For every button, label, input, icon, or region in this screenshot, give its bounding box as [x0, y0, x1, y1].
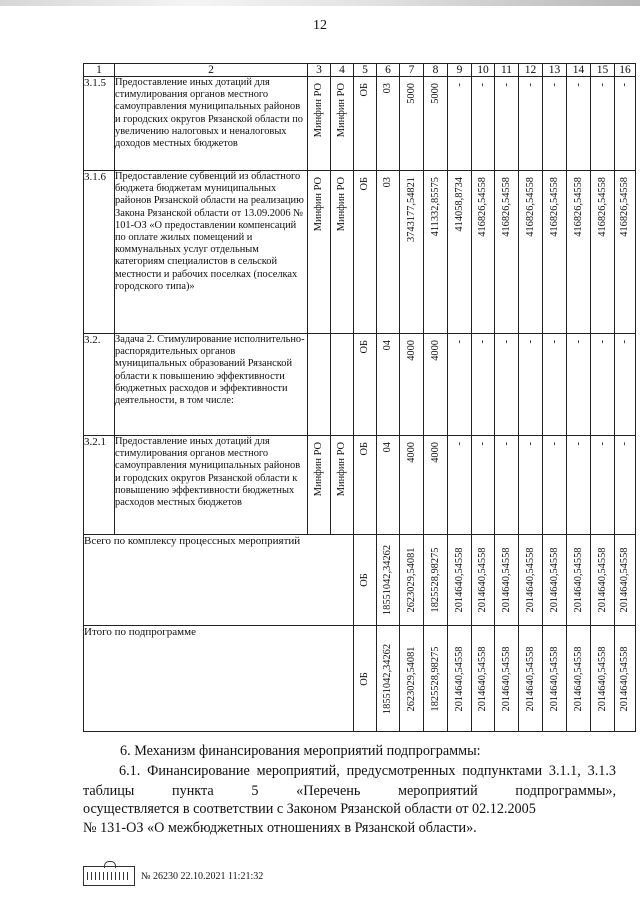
row-description: Предоставление иных дотаций для стимулирования органов местного самоуправления муниципальных районов и городских округов Рязанской области к повышению эффективности бюджетных расходов местных бюджетов — [115, 436, 308, 535]
value-text: 2014640,54558 — [572, 547, 584, 613]
value-cell — [495, 171, 519, 334]
value-cell — [400, 334, 424, 436]
header-cell: 8 — [424, 64, 448, 77]
value-cell — [615, 334, 636, 436]
value-cell — [591, 626, 615, 732]
registry-stamp-icon — [83, 866, 135, 886]
executor-cell — [308, 334, 331, 436]
value-cell — [519, 334, 543, 436]
section-heading: 6. Механизм финансирования мероприятий подпрограммы: — [120, 743, 481, 759]
source-text: ОБ — [359, 442, 370, 456]
source-cell — [354, 171, 377, 334]
value-cell — [591, 334, 615, 436]
value-cell — [424, 171, 448, 334]
value-cell — [472, 334, 495, 436]
value-text: 3743177,54821 — [405, 177, 417, 242]
executor-text: Минфин РО — [313, 177, 324, 232]
code-text: 04 — [382, 442, 393, 453]
value-cell — [567, 77, 591, 171]
total-label: Всего по комплексу процессных мероприятий — [84, 535, 354, 626]
value-text: 1825528,98275 — [429, 646, 441, 711]
document-footer — [83, 866, 263, 886]
paragraph-line: № 131-ОЗ «О межбюджетных отношениях в Рязанской области». — [83, 820, 477, 836]
executor-cell — [331, 77, 354, 171]
code-cell — [377, 171, 400, 334]
code-text: 04 — [382, 340, 393, 351]
value-text: 18551042,34262 — [382, 643, 393, 714]
value-text: 416826,54558 — [477, 177, 488, 237]
value-cell — [519, 77, 543, 171]
value-cell — [567, 626, 591, 732]
value-cell — [543, 77, 567, 171]
value-text: 2014640,54558 — [453, 646, 465, 711]
executor-cell — [308, 436, 331, 535]
row-description: Задача 2. Стимулирование исполнительно-распорядительных органов муниципальных образований Рязанской области к повышению эффективности бюджетных расходов и эффективности деятельности, в том числе: — [115, 334, 308, 436]
value-text: - — [596, 83, 608, 87]
executor-text: Минфин РО — [336, 442, 347, 497]
row-number: 3.1.5 — [84, 77, 115, 171]
value-cell — [472, 171, 495, 334]
value-text: 2014640,54558 — [596, 547, 608, 613]
value-cell — [495, 77, 519, 171]
executor-cell — [331, 171, 354, 334]
table-row — [84, 436, 636, 535]
value-cell — [567, 171, 591, 334]
value-text: - — [477, 442, 488, 446]
header-cell: 6 — [377, 64, 400, 77]
row-number: 3.2. — [84, 334, 115, 436]
value-cell — [424, 334, 448, 436]
value-cell — [495, 436, 519, 535]
value-cell — [495, 626, 519, 732]
value-text: - — [453, 340, 465, 344]
value-text: - — [596, 442, 608, 446]
value-text: 416826,54558 — [524, 177, 536, 237]
value-text: 5000 — [405, 83, 417, 104]
value-cell — [543, 171, 567, 334]
value-cell — [400, 171, 424, 334]
value-text: 2014640,54558 — [524, 547, 536, 613]
value-text: 2014640,54558 — [619, 547, 630, 613]
value-cell — [448, 535, 472, 626]
source-cell — [354, 436, 377, 535]
value-text: 2623029,54081 — [405, 646, 417, 711]
value-cell — [567, 436, 591, 535]
executor-text: Минфин РО — [336, 177, 347, 232]
value-cell — [472, 436, 495, 535]
executor-cell — [331, 436, 354, 535]
value-text: 2014640,54558 — [548, 646, 560, 711]
value-text: - — [596, 340, 608, 344]
value-cell — [591, 171, 615, 334]
value-text: - — [500, 83, 512, 87]
row-description: Предоставление иных дотаций для стимулирования органов местного самоуправления муниципальных районов и городских округов Рязанской области по увеличению налоговых и неналоговых доходов местных бюджетов — [115, 77, 308, 171]
value-text: 2014640,54558 — [477, 547, 488, 613]
header-cell: 3 — [308, 64, 331, 77]
value-cell — [519, 535, 543, 626]
value-text: 4000 — [429, 340, 441, 361]
value-text: 416826,54558 — [548, 177, 560, 237]
value-text: 4000 — [405, 340, 417, 361]
source-text: ОБ — [359, 671, 370, 686]
value-text: 2014640,54558 — [500, 547, 512, 613]
header-cell: 14 — [567, 64, 591, 77]
paragraph-line: осуществляется в соответствии с Законом Рязанской области от 02.12.2005 — [83, 801, 536, 817]
header-cell: 5 — [354, 64, 377, 77]
source-text: ОБ — [359, 83, 370, 97]
value-text: - — [500, 442, 512, 446]
header-cell: 4 — [331, 64, 354, 77]
value-text: 4000 — [405, 442, 417, 463]
value-cell — [567, 334, 591, 436]
value-text: - — [453, 83, 465, 87]
value-text: 1825528,98275 — [429, 547, 441, 613]
value-cell — [615, 77, 636, 171]
value-text: - — [548, 83, 560, 87]
value-text: 18551042,34262 — [382, 544, 393, 616]
value-text: - — [524, 442, 536, 446]
source-cell — [354, 626, 377, 732]
value-text: - — [619, 83, 630, 87]
page-number: 12 — [313, 18, 327, 33]
total-label: Итого по подпрограмме — [84, 626, 354, 732]
value-cell — [472, 535, 495, 626]
value-text: 4000 — [429, 442, 441, 463]
executor-text: Минфин РО — [336, 83, 347, 138]
executor-text: Минфин РО — [313, 442, 324, 497]
value-cell — [377, 535, 400, 626]
code-text: 03 — [382, 83, 393, 94]
value-cell — [400, 535, 424, 626]
value-cell — [591, 436, 615, 535]
header-cell: 10 — [472, 64, 495, 77]
header-cell: 16 — [615, 64, 636, 77]
value-text: - — [524, 83, 536, 87]
value-text: 416826,54558 — [619, 177, 630, 237]
header-cell: 9 — [448, 64, 472, 77]
value-text: - — [453, 442, 465, 446]
value-cell — [615, 535, 636, 626]
value-text: 2014640,54558 — [500, 646, 512, 711]
value-cell — [591, 77, 615, 171]
source-text: ОБ — [359, 340, 370, 354]
value-text: 2014640,54558 — [572, 646, 584, 711]
code-cell — [377, 436, 400, 535]
value-cell — [543, 436, 567, 535]
value-cell — [591, 535, 615, 626]
header-cell: 7 — [400, 64, 424, 77]
code-cell — [377, 77, 400, 171]
value-text: 2014640,54558 — [619, 646, 630, 711]
value-cell — [495, 334, 519, 436]
value-cell — [519, 626, 543, 732]
value-cell — [448, 77, 472, 171]
header-cell: 11 — [495, 64, 519, 77]
table-header-row — [84, 64, 636, 77]
value-cell — [424, 77, 448, 171]
scan-top-edge — [0, 0, 640, 6]
value-cell — [472, 626, 495, 732]
value-cell — [424, 535, 448, 626]
value-cell — [543, 535, 567, 626]
value-text: 2014640,54558 — [596, 646, 608, 711]
value-text: 416826,54558 — [500, 177, 512, 237]
value-text: - — [619, 442, 630, 446]
value-cell — [377, 626, 400, 732]
value-cell — [543, 334, 567, 436]
value-text: 2014640,54558 — [453, 547, 465, 613]
value-cell — [424, 626, 448, 732]
value-text: - — [477, 83, 488, 87]
total-row — [84, 535, 636, 626]
value-cell — [448, 436, 472, 535]
source-cell — [354, 535, 377, 626]
row-description: Предоставление субвенций из областного бюджета бюджетам муниципальных районов Рязанской области на реализацию Закона Рязанской области от 13.09.2006 № 101-ОЗ «О предоставлении компенсаций по оплате жилых помещений и коммунальных услуг отдельным категориям специалистов в сельской местности и рабочих поселках (поселках городского типа)» — [115, 171, 308, 334]
value-text: 2623029,54081 — [405, 547, 417, 613]
value-text: - — [572, 442, 584, 446]
value-cell — [519, 171, 543, 334]
value-text: - — [572, 340, 584, 344]
executor-cell — [331, 334, 354, 436]
value-cell — [615, 436, 636, 535]
value-text: - — [548, 340, 560, 344]
paragraph-line: 6.1. Финансирование мероприятий, предусмотренных подпунктами 3.1.1, 3.1.3 таблицы пункта 5 «Перечень мероприятий подпрограммы», — [83, 763, 616, 799]
value-text: - — [500, 340, 512, 344]
value-text: 416826,54558 — [596, 177, 608, 237]
source-cell — [354, 334, 377, 436]
header-cell: 1 — [84, 64, 115, 77]
value-text: 416826,54558 — [572, 177, 584, 237]
value-text: 2014640,54558 — [524, 646, 536, 711]
value-text: - — [524, 340, 536, 344]
header-cell: 13 — [543, 64, 567, 77]
code-cell — [377, 334, 400, 436]
value-cell — [400, 626, 424, 732]
value-cell — [495, 535, 519, 626]
source-text: ОБ — [359, 573, 370, 587]
value-cell — [519, 436, 543, 535]
value-cell — [567, 535, 591, 626]
header-cell: 2 — [115, 64, 308, 77]
source-text: ОБ — [359, 177, 370, 191]
value-text: - — [572, 83, 584, 87]
value-cell — [400, 77, 424, 171]
table-row — [84, 334, 636, 436]
value-cell — [424, 436, 448, 535]
header-cell: 12 — [519, 64, 543, 77]
value-text: 5000 — [429, 83, 441, 104]
value-cell — [400, 436, 424, 535]
row-number: 3.2.1 — [84, 436, 115, 535]
value-cell — [448, 171, 472, 334]
value-text: 414058,8734 — [453, 177, 465, 232]
value-text: - — [619, 340, 630, 344]
value-text: - — [477, 340, 488, 344]
executor-cell — [308, 77, 331, 171]
row-number: 3.1.6 — [84, 171, 115, 334]
value-text: 2014640,54558 — [548, 547, 560, 613]
value-cell — [615, 626, 636, 732]
value-cell — [615, 171, 636, 334]
code-text: 03 — [382, 177, 393, 188]
funding-table — [83, 63, 636, 732]
executor-cell — [308, 171, 331, 334]
table-row — [84, 77, 636, 171]
table-row — [84, 171, 636, 334]
header-cell: 15 — [591, 64, 615, 77]
value-cell — [543, 626, 567, 732]
value-cell — [472, 77, 495, 171]
value-text: - — [548, 442, 560, 446]
total-row — [84, 626, 636, 732]
value-text: 2014640,54558 — [477, 646, 488, 711]
document-registration-number: № 26230 22.10.2021 11:21:32 — [141, 870, 264, 882]
executor-text: Минфин РО — [313, 83, 324, 138]
value-cell — [448, 626, 472, 732]
value-cell — [448, 334, 472, 436]
value-text: 411332,85575 — [429, 177, 441, 237]
source-cell — [354, 77, 377, 171]
